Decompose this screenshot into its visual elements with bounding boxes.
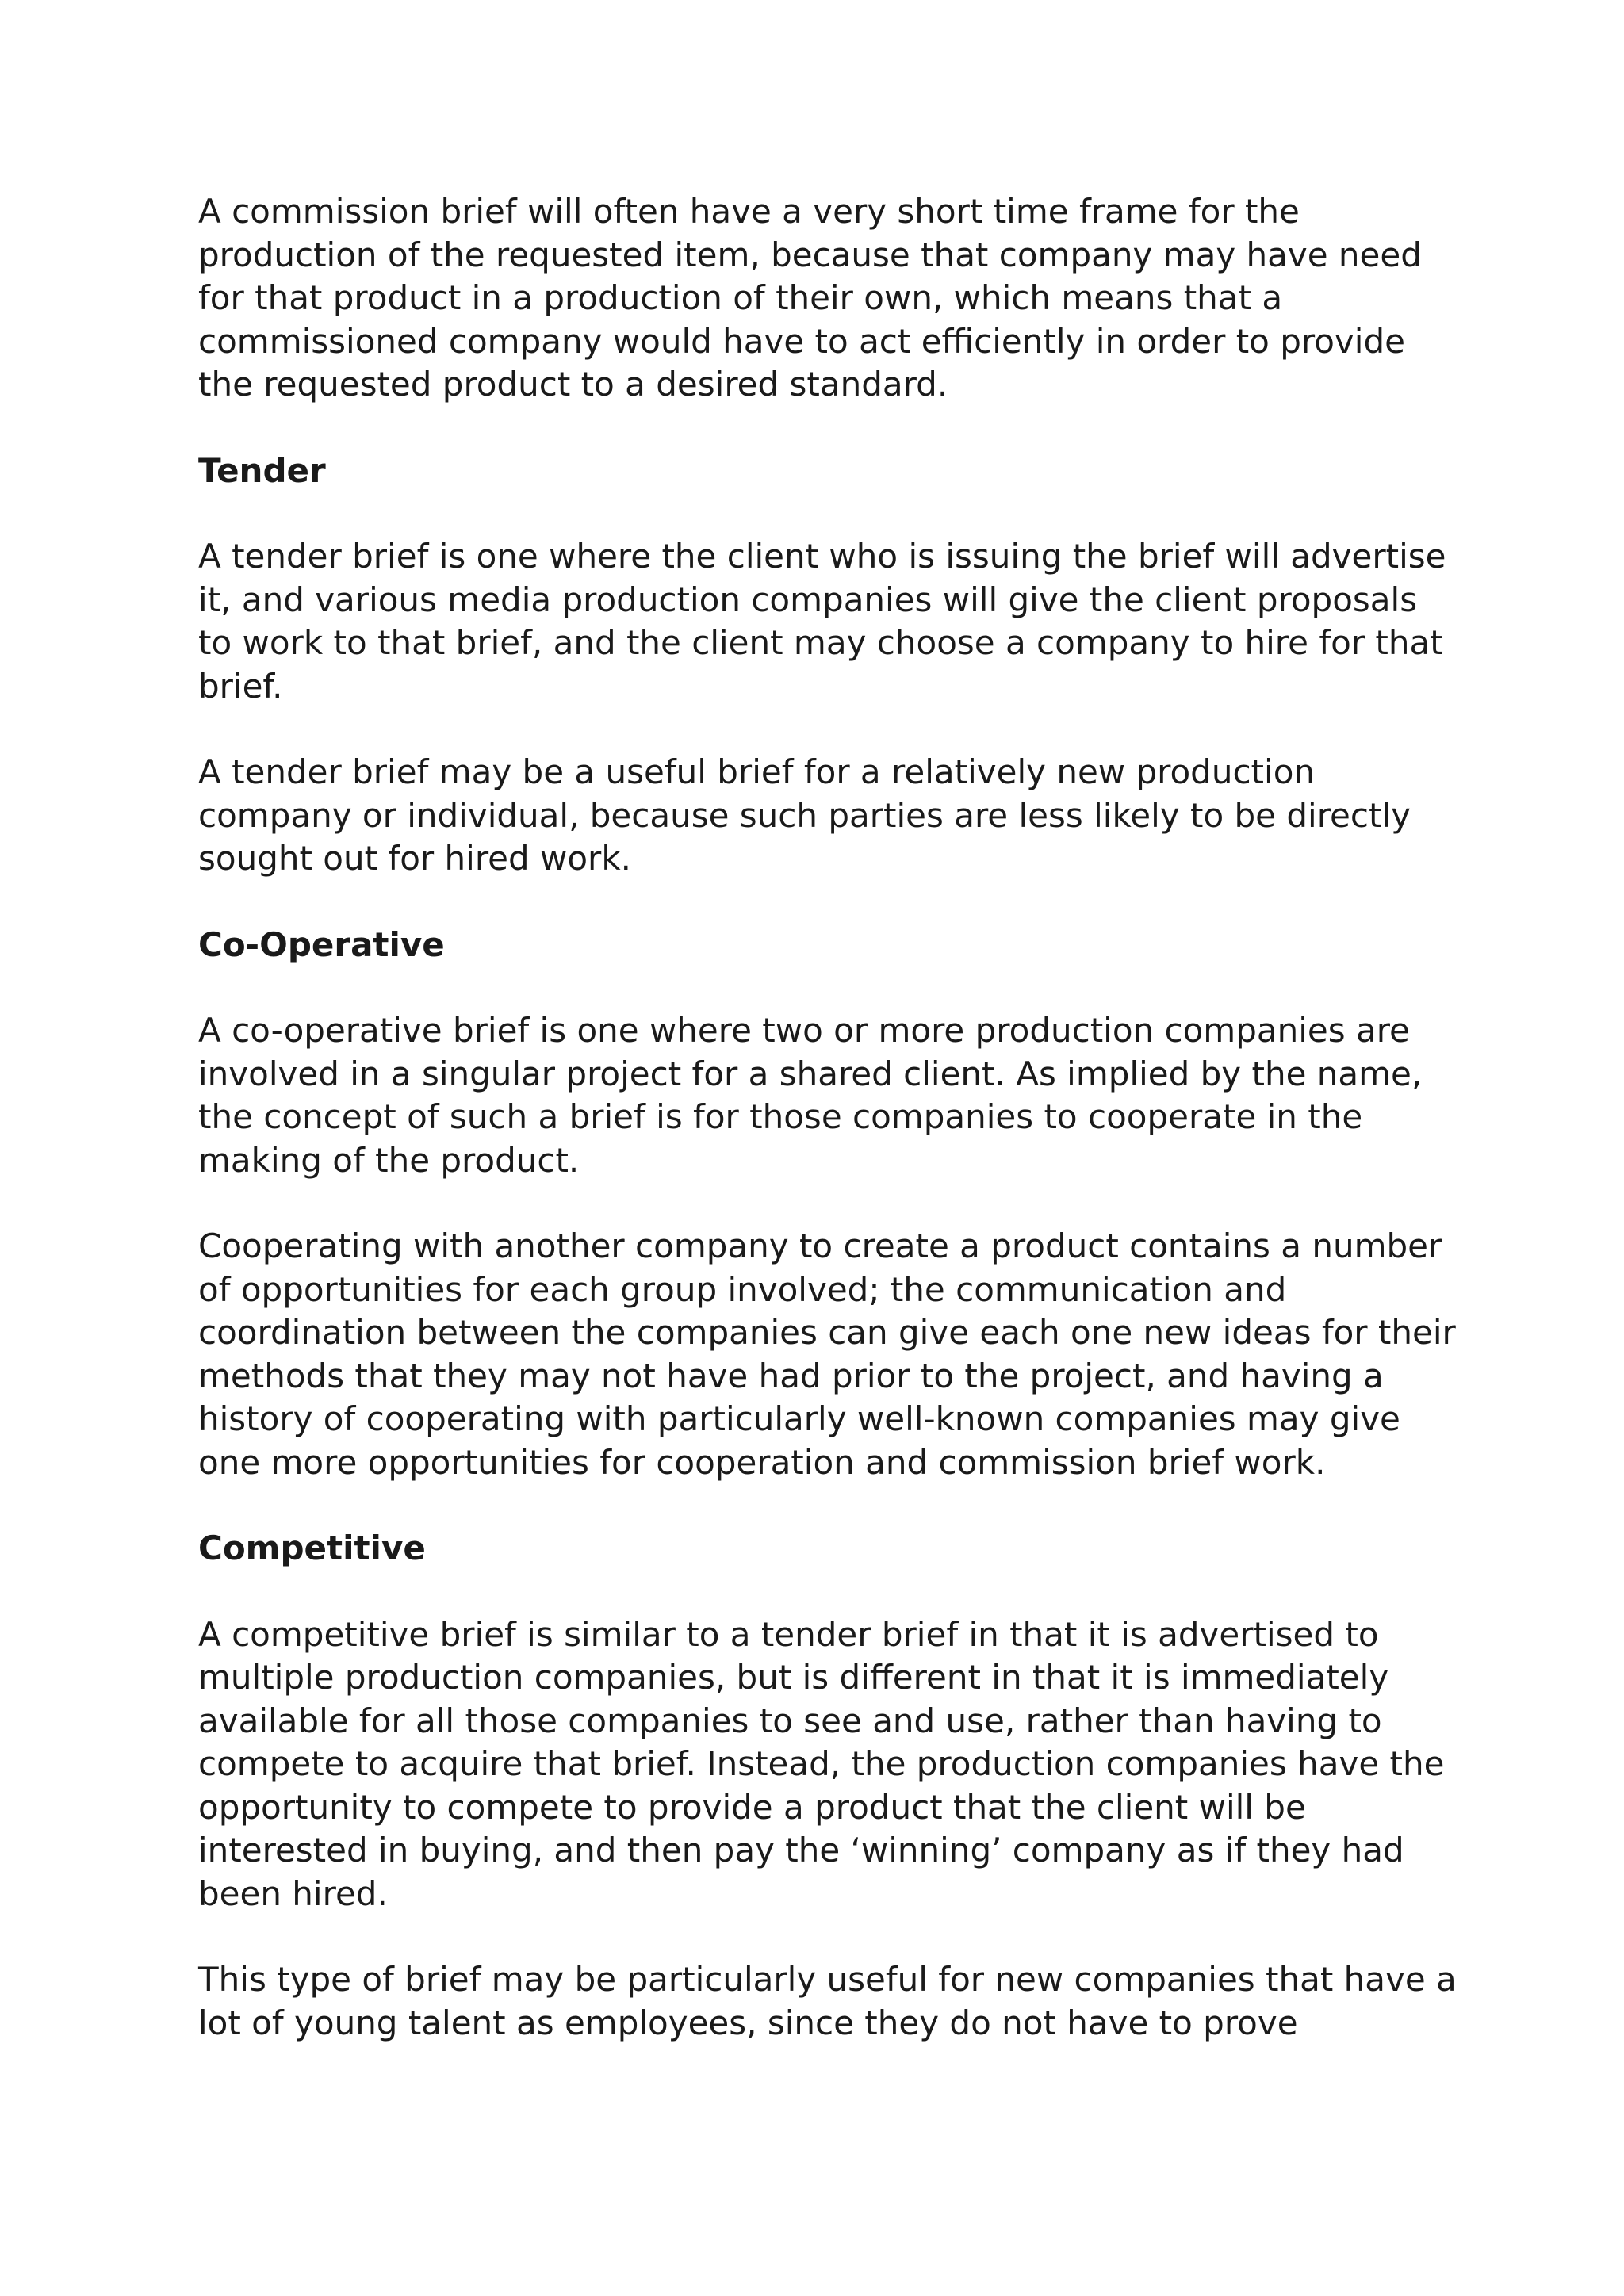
paragraph-tender-definition: A tender brief is one where the client who is issuing the brief will advertise it, and various media production companies will give the client proposals to work to that brief, and the client may choose a company to hire for that brief. <box>198 537 1446 706</box>
heading-co-operative: Co-Operative <box>198 924 445 964</box>
paragraph-co-operative-definition: A co-operative brief is one where two or more production companies are involved in a singular project for a shared client. As implied by the name, the concept of such a brief is for those companies to cooperate in the making of the product. <box>198 1011 1423 1180</box>
paragraph-tender-usefulness: A tender brief may be a useful brief for a relatively new production company or individual, because such parties are less likely to be directly sought out for hired work. <box>198 752 1411 878</box>
document-body <box>198 190 1459 2045</box>
paragraph-commission-timeframe: A commission brief will often have a very short time frame for the production of the requested item, because that company may have need for that product in a production of their own, which means that a commissioned company would have to act efficiently in order to provide the requested product to a desired standard. <box>198 192 1422 404</box>
paragraph-competitive-definition: A competitive brief is similar to a tender brief in that it is advertised to multiple production companies, but is different in that it is immediately available for all those companies to see and use, rather than having to compete to acquire that brief. Instead, the production companies have the opportunity to compete to provide a product that the client will be interested in buying, and then pay the ‘winning’ company as if they had been hired. <box>198 1614 1445 1913</box>
paragraph-competitive-usefulness: This type of brief may be particularly useful for new companies that have a lot of young talent as employees, since they do not have to prove <box>198 1960 1457 2042</box>
heading-competitive: Competitive <box>198 1529 426 1567</box>
paragraph-co-operative-opportunities: Cooperating with another company to create a product contains a number of opportunities for each group involved; the communication and coordination between the companies can give each one new ideas for their methods that they may not have had prior to the project, and having a history of cooperating with particularly well-known companies may give one more opportunities for cooperation and commission brief work. <box>198 1226 1456 1482</box>
heading-tender: Tender <box>198 450 326 490</box>
